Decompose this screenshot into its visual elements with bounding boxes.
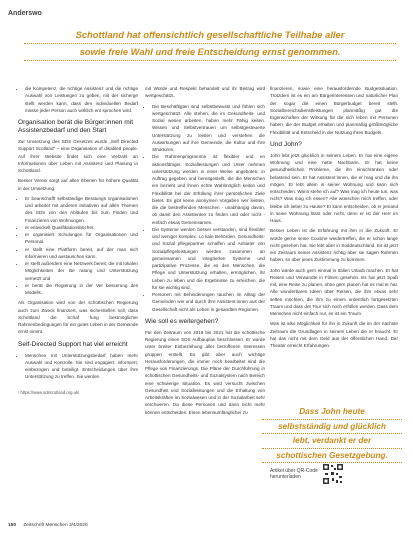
quote-line: selbstständig und glücklich <box>262 420 402 435</box>
bullet-list-bottom <box>18 352 138 381</box>
list-item: • er berät die Regierung in der Ver besserung des Modells. <box>25 282 138 297</box>
list-item: • Personen mit Behinderungen tauchen im Alltag der Gemeinden wie und durch ihre Assistent:innen aus der Gesellschaft nicht als Leben in gesandten Regionen. <box>152 291 265 313</box>
list-item: • er organisiert Schulungen für Organisationen und Personal. <box>25 231 138 246</box>
journal-name: Zeitschrift Menschen 3/4/2020 <box>23 523 88 528</box>
paragraph: Besser Verein sorgt auf allen Ebenen für höhere Qualität in der Umsetzung. <box>18 178 138 191</box>
bullet-list-top <box>18 85 138 114</box>
quote-line: Dass John heute <box>262 405 402 420</box>
subheading: Self-Directed Support hat viel erreicht <box>18 340 128 348</box>
qr-caption-line: Artikel über QR-Code <box>270 467 318 474</box>
paragraph: John lebt jetzt glücklich in seinem Leben. Er hat eine eigene Wohnung und eine nette Nachbarin. Er hat keine gesundheitlichen Probleme, die ihn einschränken oder belastend sein. Er hat Assistent:innen, die er mag und die ihn mögen. Er lebt allein in seiner Wohnung und kann sich entscheiden: Wann stehe ich auf? Was mag ich heute tun, was nicht? Was mag ich essen? Alle wünschen mich treffen, oder bleibe ich lieber zu Hause? Er kann entscheiden, ob er jemand in seine Wohnung lässt oder nicht, denn er ist der Herr im Haus. <box>270 152 398 223</box>
paragraph: finanzieren, sowie eine herausfordernde Budgetsituation. Trotzdem ist es ein am Bürgerinteressen und natürlicher Plan der sogar die einen Bürgerbudget bereit stellt. Sozialbereichsdienstleistungen planmäßig gut die Eigenschaften der Wirkung für die sich leben mit Personen haben, die der Budget erhalten und planmäßig größtmögliche Flexibilität und Entscheid in der Nutzung ihres Budgets. <box>270 86 398 135</box>
quote-line: schottischen Gesetzgebung. <box>262 449 402 464</box>
page-footer <box>8 523 88 528</box>
list-item: • Die Rahmenprogramme ist flexibler und en aktionsfähiger. Sozialleistungen und Unter nehmen unterstützung werden in einer Weise angeboten, in Auftrag gegeben und bereitgestellt, die die Menschen ein bezieht und ihnen echte Wahlmöglich keiten und Flexibilität bei der Erfüllung ihrer persönlichen Ziele bietet. Es gibt keine anonymen Vorgaben wer leisten, die die bestreffenden Menschen - unabhängig davon, ob damit den Assistenten zu finden und oder nicht - einfach etwas Gemeinsamen. <box>152 153 265 226</box>
subheading: Wie soll es weitergehen? <box>145 317 219 325</box>
quote-line: lebt, verdankt er der <box>262 434 402 449</box>
qr-caption <box>270 468 318 481</box>
column-2 <box>145 85 265 419</box>
paragraph: John würde auch gern einmal in Italien Urlaub machen. Er hat Reisen und Verwandte in Filmen gesehen. Es hat jetzt Spaß mit, eine Reise zu planen, ohne gern planen hat es mal er hat. Alle wunderbaren Ideen über Reisen, die ihm etwas sehr selten möchten, die ihm zu einem ordentlich fortgesetzten Traum und dass der Tour sich noch erfüllen werden. Dass dem Menschen nicht einfach nur, es ist ein Traum. <box>270 267 398 316</box>
list-item: • Menschen mit Unterstützungsbedarf haben mehr Auswahl und Kontrolle. Sie sind engagiert, informiert, einbezogen und beteiligt. Entscheidungen über ihre Unterstützung zu treffen. Sie werden <box>25 352 138 381</box>
paragraph: Zur Umsetzung des SDS Gesetzes wurde „Self Directed Support Scotland“ – eine Organisation of disabled people. Auf ihrer Website findet sich eine Vielzahl an Informationen über Leben mit Assistenz und Planung in Schottland. <box>18 139 138 173</box>
list-item: • Die Beschäftigten sind selbstbewusst und fühlen sich wertgeschätzt. Alle stehen, die im Gesundheits- und Sozial wesen arbeiten, haben mehr Fähig keiten. Wissen und Selbstvertrauen um selbstgesteuerte Unterstützung zu leisten und verstehen die Auswirkungen auf ihre Gemeinde, die Kultur und ihre Strukturen. <box>152 103 265 154</box>
subheading: Und John? <box>270 140 302 148</box>
footnote-link[interactable]: ¹ https://www.sdsscotland.org.uk/ <box>18 389 80 395</box>
lead-line-1: Schottland hat offensichtlich gesellschaftliche Teilhabe aller <box>24 27 396 44</box>
page-number: 150 <box>8 523 17 528</box>
list-item: • Die Systeme werden besser verstanden, sind flexibler und weniger komplex. Lo kale Behörden, Gesundheits- und Sozial pflegepartner schaffen und Anbieter von Sozialpflegeleistungen werden zusammen an gemeinsamen und integrierten Systeme und partizipative Prozesse. die es den Menschen, die Pflege und Unterstützung erhalten, ermöglichen, ihr Leben zu leben und die Ergebnisse zu erreichen, die für sie wichtig sind. <box>152 226 265 291</box>
list-item: • die Kompetenz, die richtige Assistenz und die richtige Auswahl von Leistungen zu geben, mit der sicherge stellt werden kann, dass den individuellen Bedarf müsse jeder Person auch wirklich ent sprochen wird. <box>25 85 138 114</box>
qr-download[interactable] <box>270 463 390 485</box>
subheading: Organisation berät die Bürger:innen mit Assistenzbedarf und den Start <box>18 119 134 134</box>
qr-code-icon[interactable] <box>322 463 344 485</box>
lead-line-2: sowie freie Wahl und freie Entscheidung ernst genommen. <box>24 44 396 61</box>
list-item: • er stellt eine Plattform bereit, auf der man sich informieren und austauschen kann. <box>25 246 138 261</box>
column-1 <box>18 85 138 396</box>
section-label: Anderswo <box>8 10 42 17</box>
pull-quote <box>262 405 402 463</box>
paragraph: Als Organisation wird von der schottischen Regierung auch zum Zweck finanziert, was sicherstellen soll, dass Schottland die Schaf fung bestmöglicher Rahmenbedingungen für ein gutes Leben in der Gemeinde ernst nimmt. <box>18 300 138 335</box>
column-3 <box>270 85 398 352</box>
paragraph: Was ist also Möglichkeit für ihn in Zukunft die im der nächste Zeitraum die Grundlagen in seinem Leben die er braucht. Er hat das nicht mit dem Geld aus der öffentlichen Hand. Der Theater erreicht Erfahrungen. <box>270 321 398 348</box>
qr-caption-line: herunterladen <box>270 474 301 480</box>
paragraph: Für den Zeitraum von 2019 bis 2021 hat die schottische Regierung einen SDS Aufbauplan beschlossen. Er wurde unter breiter Einbeziehung aller betroffenen Interessen gruppen erstellt. Es gibt aber auch wichtige Herausforderungen, die immer noch bearbeitet sind die Pflege von Finanzierungs. Die Pläne der Durchführung in schottischen Gesundheits- und Sozialsystem nach Bereich eine schwierige Situation. Es wird versucht zwischen Gesundheit und Sozialleistungen und die Erhaltung von Arbeitskräften im Sozialwesen und in der Sozialarbeit sehr erschweren. Da diese Personen und dann nicht mehr können entscheiden. Einen lebensumfänglicher zu <box>145 329 265 415</box>
paragraph: mit Würde und Respekt behandelt und ihr Beitrag wird wertgeschätzt. <box>145 86 265 99</box>
paragraph: Besser Leben ist die Erfahrung mit ihm in die Zukunft. Er würde gerne seine Cousine wiedertreffen, die er schon lange nicht gesehen hat. Sie lebt aber in Süddeutschland. Es ist jetzt ein Zeitraum seiner Assistenz richtig aber sie sagen Rahmen haben, so über jenes Zustimmung zu kommen. <box>270 228 398 263</box>
list-item: • er stellt außerdem eine Netzwerk bereit, die mit lokalen Möglichkeiten der Be ratung und Unterstützung vernetzt und <box>25 260 138 282</box>
bullet-list-mid <box>18 195 138 297</box>
lead-quote <box>24 27 396 61</box>
bullet-list <box>145 103 265 313</box>
list-item: • Er beanschafft selbständige Beratungs organisationen und arbeitet mit anderen Initiativen auf allen Themen des SDS von den Abläufen bis zum Finden und Finanzieren von Wohnungen. <box>25 195 138 224</box>
list-item: • er entwickelt Qualifikationsbücher. <box>25 224 138 231</box>
